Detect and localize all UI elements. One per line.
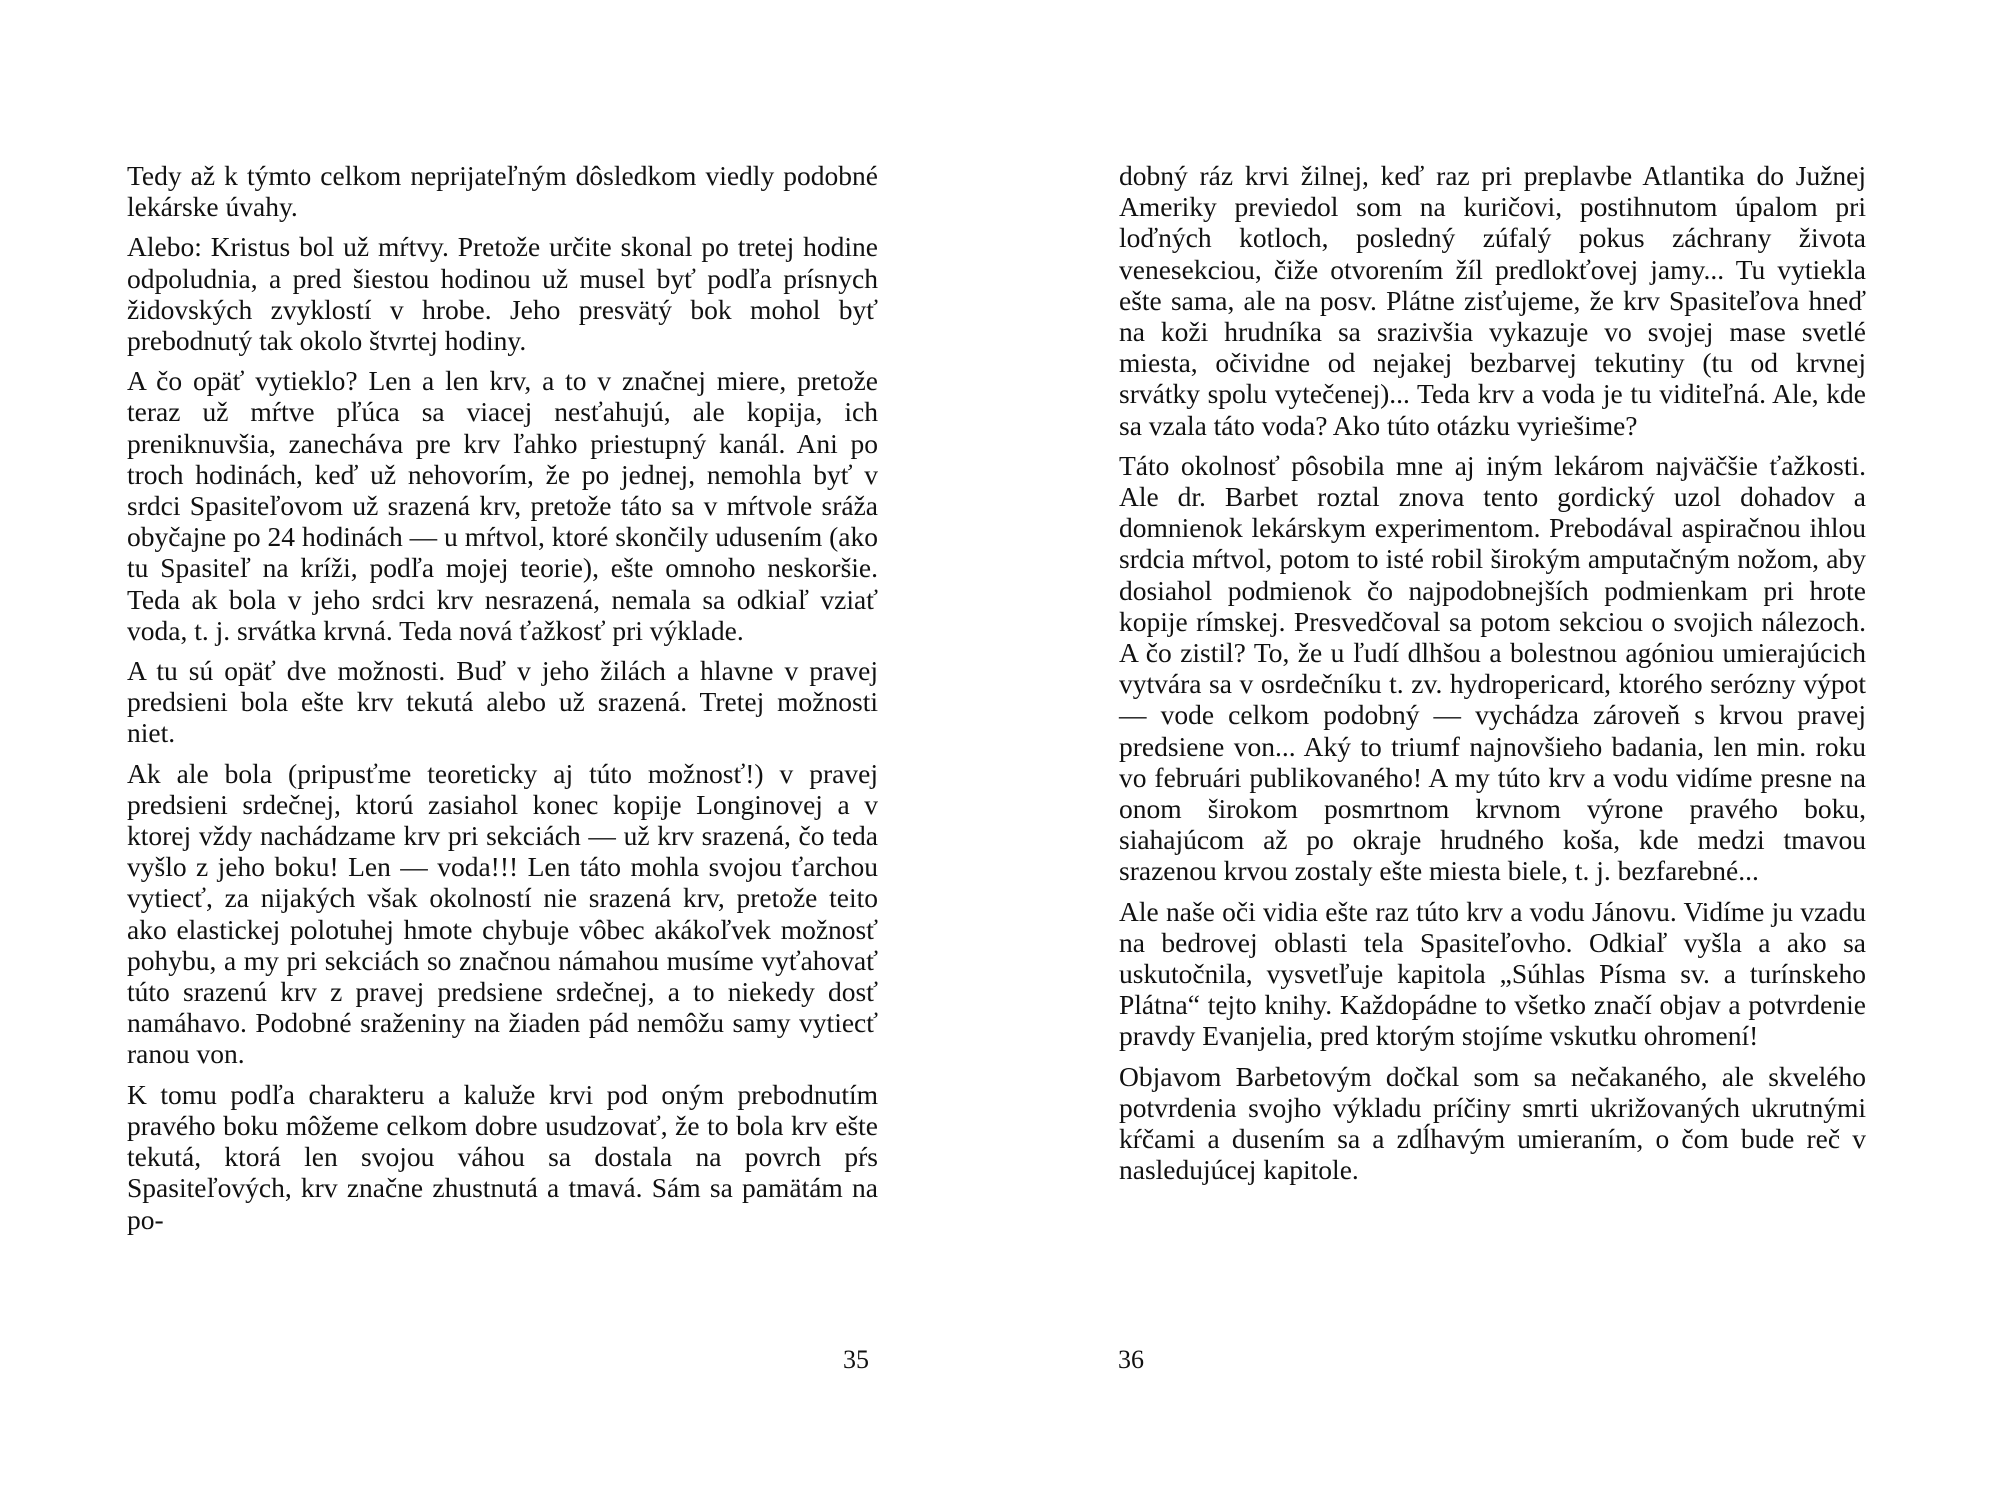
right-page-text [1119,160,1866,1195]
paragraph: A čo opäť vytieklo? Len a len krv, a to v značnej miere, pretože teraz už mŕtve pľúca sa viacej nesťahujú, ale kopija, ich preniknuvšia, zanecháva pre krv ľahko priestupný kanál. Ani po troch hodinách, keď už nehovorím, že po jednej, nemohla byť v srdci Spasiteľovom už srazená krv, pretože táto sa v mŕtvole sráža obyčajne po 24 hodinách — u mŕtvol, ktoré skončily udusením (ako tu Spasiteľ na kríži, podľa mojej teorie), ešte omnoho neskoršie. Teda ak bola v jeho srdci krv nesrazená, nemala sa odkiaľ vziať voda, t. j. srvátka krvná. Teda nová ťažkosť pri výklade. [127,365,878,646]
page-number: 36 [1118,1345,1144,1374]
paragraph: Táto okolnosť pôsobila mne aj iným lekárom najväčšie ťažkosti. Ale dr. Barbet roztal znova tento gordický uzol dohadov a domnienok lekárskym experimentom. Prebodával aspiračnou ihlou srdcia mŕtvol, potom to isté robil širokým amputačným nožom, aby dosiahol podmienok čo najpodobnejších podmienkam pri hrote kopije rímskej. Presvedčoval sa potom sekciou o svojich nálezoch. A čo zistil? To, že u ľudí dlhšou a bolestnou agóniou umierajúcich vytvára sa v osrdečníku t. zv. hydropericard, ktorého serózny výpot — vode celkom podobný — vychádza zároveň s krvou pravej predsiene von... Aký to triumf najnovšieho badania, len min. roku vo februári publikovaného! A my túto krv a vodu vidíme presne na onom širokom posmrtnom krvnom výrone pravého boku, siahajúcom až po okraje hrudného koša, kde medzi tmavou srazenou krvou zostaly ešte miesta biele, t. j. bezfarebné... [1119,449,1866,887]
paragraph: dobný ráz krvi žilnej, keď raz pri preplavbe Atlantika do Južnej Ameriky previedol som na kuričovi, postihnutom úpalom pri loďných kotloch, posledný zúfalý pokus záchrany života venesekciou, čiže otvorením žíl predlokťovej jamy... Tu vytiekla ešte sama, ale na posv. Plátne zisťujeme, že krv Spasiteľova hneď na koži hrudníka sa srazivšia vykazuje vo svojej mase svetlé miesta, očividne od nejakej bezbarvej tekutiny (tu od krvnej srvátky spolu vytečenej)... Teda krv a voda je tu viditeľná. Ale, kde sa vzala táto voda? Ako túto otázku vyriešime? [1119,160,1866,441]
page-number: 35 [843,1345,869,1374]
paragraph: Objavom Barbetovým dočkal som sa nečakaného, ale skvelého potvrdenia svojho výkladu príčiny smrti ukrižovaných ukrutnými kŕčami a dusením sa a zdĺhavým umieraním, o čom bude reč v nasledujúcej kapitole. [1119,1060,1866,1186]
right-page [998,0,1996,1500]
left-page-text [127,160,878,1244]
paragraph: Ale naše oči vidia ešte raz túto krv a vodu Jánovu. Vidíme ju vzadu na bedrovej oblasti tela Spasiteľovho. Odkiaľ vyšla a ako sa uskutočnila, vysvetľuje kapitola „Súhlas Písma sv. a turínskeho Plátna“ tejto knihy. Každopádne to všetko značí objav a potvrdenie pravdy Evanjelia, pred ktorým stojíme vskutku ohromení! [1119,895,1866,1052]
paragraph: A tu sú opäť dve možnosti. Buď v jeho žilách a hlavne v pravej predsieni bola ešte krv tekutá alebo už srazená. Tretej možnosti niet. [127,655,878,749]
paragraph: Alebo: Kristus bol už mŕtvy. Pretože určite skonal po tretej hodine odpoludnia, a pred šiestou hodinou už musel byť podľa prísnych židovských zvyklostí v hrobe. Jeho presvätý bok mohol byť prebodnutý tak okolo štvrtej hodiny. [127,231,878,357]
paragraph: Ak ale bola (pripusťme teoreticky aj túto možnosť!) v pravej predsieni srdečnej, ktorú zasiahol konec kopije Longinovej a v ktorej vždy nachádzame krv pri sekciách — už krv srazená, čo teda vyšlo z jeho boku! Len — voda!!! Len táto mohla svojou ťarchou vytiecť, za nijakých však okolností nie srazená krv, pretože teito ako elastickej polotuhej hmote chybuje vôbec akákoľvek možnosť pohybu, a my pri sekciách so značnou námahou musíme vyťahovať túto srazenú krv z pravej predsiene srdečnej, a to niekedy dosť namáhavo. Podobné sraženiny na žiaden pád nemôžu samy vytiecť ranou von. [127,757,878,1070]
paragraph: Tedy až k týmto celkom neprijateľným dôsledkom viedly podobné lekárske úvahy. [127,160,878,223]
paragraph: K tomu podľa charakteru a kaluže krvi pod oným prebodnutím pravého boku môžeme celkom dobre usudzovať, že to bola krv ešte tekutá, ktorá len svojou váhou sa dostala na povrch pŕs Spasiteľových, krv značne zhustnutá a tmavá. Sám sa pamätám na po- [127,1078,878,1235]
